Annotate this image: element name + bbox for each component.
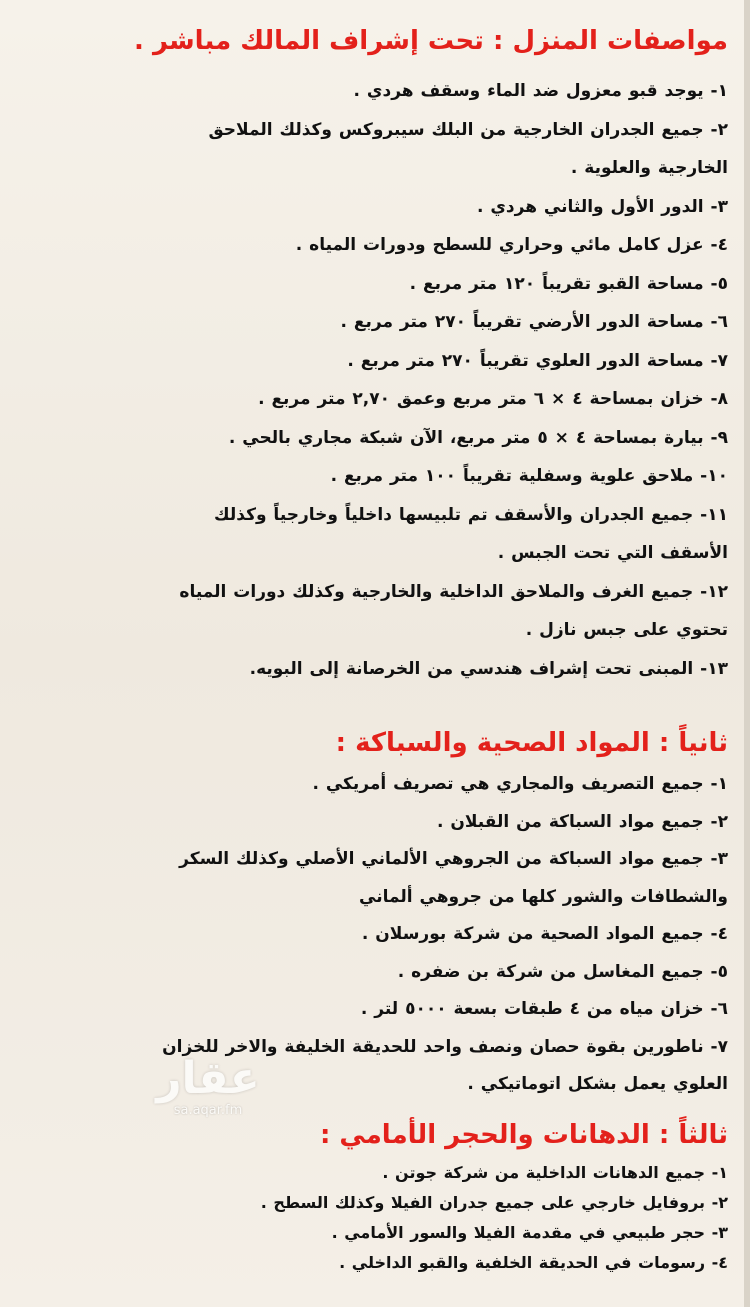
section-1-list xyxy=(18,72,728,688)
list-item: ١- جميع الدهانات الداخلية من شركة جوتن . xyxy=(382,1163,728,1182)
list-item: ٢- بروفايل خارجي على جميع جدران الفيلا وكذلك السطح . xyxy=(260,1193,728,1212)
list-item: والشطافات والشور كلها من جروهي ألماني xyxy=(359,886,728,907)
watermark-logo: عقار xyxy=(156,1053,260,1104)
list-item: العلوي يعمل بشكل اتوماتيكي . xyxy=(467,1074,728,1094)
list-item: ٥- جميع المغاسل من شركة بن ضفره . xyxy=(397,961,728,982)
section-1-title: مواصفات المنزل : تحت إشراف المالك مباشر . xyxy=(134,26,728,56)
section-2-title: ثانياً : المواد الصحية والسباكة : xyxy=(335,728,728,758)
list-item: ٤- رسومات في الحديقة الخلفية والقبو الداخلي . xyxy=(339,1253,728,1272)
list-item: ١٠- ملاحق علوية وسفلية تقريباً ١٠٠ متر مربع . xyxy=(330,466,728,486)
list-item: ٥- مساحة القبو تقريباً ١٢٠ متر مربع . xyxy=(409,273,728,294)
list-item: ٣- جميع مواد السباكة من الجروهي الألماني الأصلي وكذلك السكر xyxy=(179,849,728,869)
list-item: ١- يوجد قبو معزول ضد الماء وسقف هردي . xyxy=(353,81,728,101)
list-item: ١- جميع التصريف والمجاري هي تصريف أمريكي . xyxy=(312,774,728,794)
section-2-list xyxy=(18,766,728,1104)
list-item: ٤- جميع المواد الصحية من شركة بورسلان . xyxy=(361,924,728,944)
list-item: ٩- بيارة بمساحة ٤ × ٥ متر مربع، الآن شبكة مجاري بالحي . xyxy=(228,427,728,448)
section-3-list xyxy=(18,1158,728,1278)
watermark-url: sa.aqar.fm xyxy=(173,1103,243,1118)
list-item: تحتوي على جبس نازل . xyxy=(525,620,728,640)
list-item: ٧- مساحة الدور العلوي تقريباً ٢٧٠ متر مربع . xyxy=(347,350,728,371)
list-item: ١٢- جميع الغرف والملاحق الداخلية والخارجية وكذلك دورات المياه xyxy=(179,581,728,602)
list-item: الأسقف التي تحت الجبس . xyxy=(497,543,728,563)
section-3-title: ثالثاً : الدهانات والحجر الأمامي : xyxy=(319,1120,728,1150)
list-item: ٧- ناطورين بقوة حصان ونصف واحد للحديقة الخليفة والاخر للخزان xyxy=(162,1036,728,1057)
list-item: ٢- جميع الجدران الخارجية من البلك سيبروكس وكذلك الملاحق xyxy=(208,119,728,140)
list-item: ٢- جميع مواد السباكة من القبلان . xyxy=(436,811,728,832)
list-item: ١٣- المبنى تحت إشراف هندسي من الخرصانة إلى البويه. xyxy=(249,658,728,679)
page-edge xyxy=(744,0,750,1307)
list-item: ٤- عزل كامل مائي وحراري للسطح ودورات المياه . xyxy=(295,235,728,255)
list-item: ٣- حجر طبيعي في مقدمة الفيلا والسور الأمامي . xyxy=(331,1223,728,1242)
list-item: ٨- خزان بمساحة ٤ × ٦ متر مربع وعمق ٢,٧٠ متر مربع . xyxy=(258,389,728,409)
list-item: ٦- خزان مياه من ٤ طبقات بسعة ٥٠٠٠ لتر . xyxy=(360,999,728,1019)
list-item: ١١- جميع الجدران والأسقف تم تلبيسها داخلياً وخارجياً وكذلك xyxy=(214,504,728,525)
list-item: ٦- مساحة الدور الأرضي تقريباً ٢٧٠ متر مربع . xyxy=(340,312,728,332)
list-item: ٣- الدور الأول والثاني هردي . xyxy=(476,196,728,217)
list-item: الخارجية والعلوية . xyxy=(570,158,728,178)
aqar-watermark xyxy=(148,1055,268,1135)
spec-sheet xyxy=(14,0,734,1307)
